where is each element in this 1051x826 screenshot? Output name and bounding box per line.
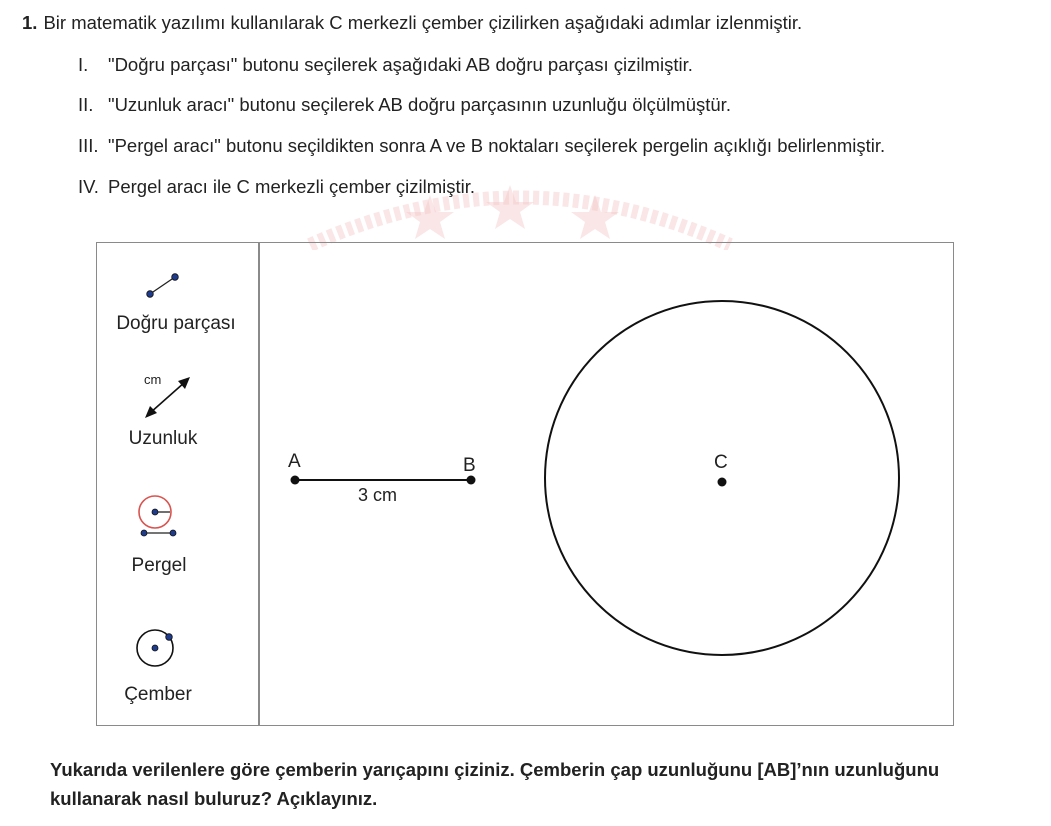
prompt-line-1: Yukarıda verilenlere göre çemberin yarıçapını çiziniz. Çemberin çap uzunluğunu [AB]’nın uzunluğunu [50, 759, 940, 780]
tool-label-compass[interactable]: Pergel [131, 555, 187, 576]
tool-label-segment[interactable]: Doğru parçası [116, 313, 236, 334]
step-numeral: II. [78, 94, 94, 115]
step-text: "Pergel aracı" butonu seçildikten sonra A ve B noktaları seçilerek pergelin açıklığı belirlenmiştir. [108, 135, 886, 156]
step-text: "Uzunluk aracı" butonu seçilerek AB doğru parçasının uzunluğu ölçülmüştür. [108, 94, 731, 115]
segment-length-label: 3 cm [358, 485, 398, 505]
step-numeral: IV. [78, 176, 99, 197]
question-prompt [50, 755, 1040, 813]
prompt-line-2: kullanarak nasıl buluruz? Açıklayınız. [50, 788, 378, 809]
length-unit-label: cm [144, 372, 162, 387]
label-point-c: C [714, 452, 728, 473]
tool-label-circle[interactable]: Çember [124, 684, 192, 705]
step-numeral: III. [78, 135, 99, 156]
point-c[interactable] [718, 478, 727, 487]
step-text: "Doğru parçası" butonu seçilerek aşağıdaki AB doğru parçası çizilmiştir. [108, 54, 693, 75]
question-number: 1. [22, 12, 38, 33]
point-a[interactable] [291, 476, 300, 485]
step-text: Pergel aracı ile C merkezli çember çizilmiştir. [108, 176, 476, 197]
segment-icon[interactable] [147, 274, 179, 298]
compass-icon[interactable] [139, 496, 176, 536]
tool-label-length[interactable]: Uzunluk [128, 428, 198, 449]
circle-icon[interactable] [137, 630, 173, 666]
question-intro-text: Bir matematik yazılımı kullanılarak C merkezli çember çizilirken aşağıdaki adımlar izlenmiştir. [43, 12, 803, 33]
label-point-a: A [288, 451, 301, 472]
step-numeral: I. [78, 54, 89, 75]
label-point-b: B [463, 455, 476, 476]
